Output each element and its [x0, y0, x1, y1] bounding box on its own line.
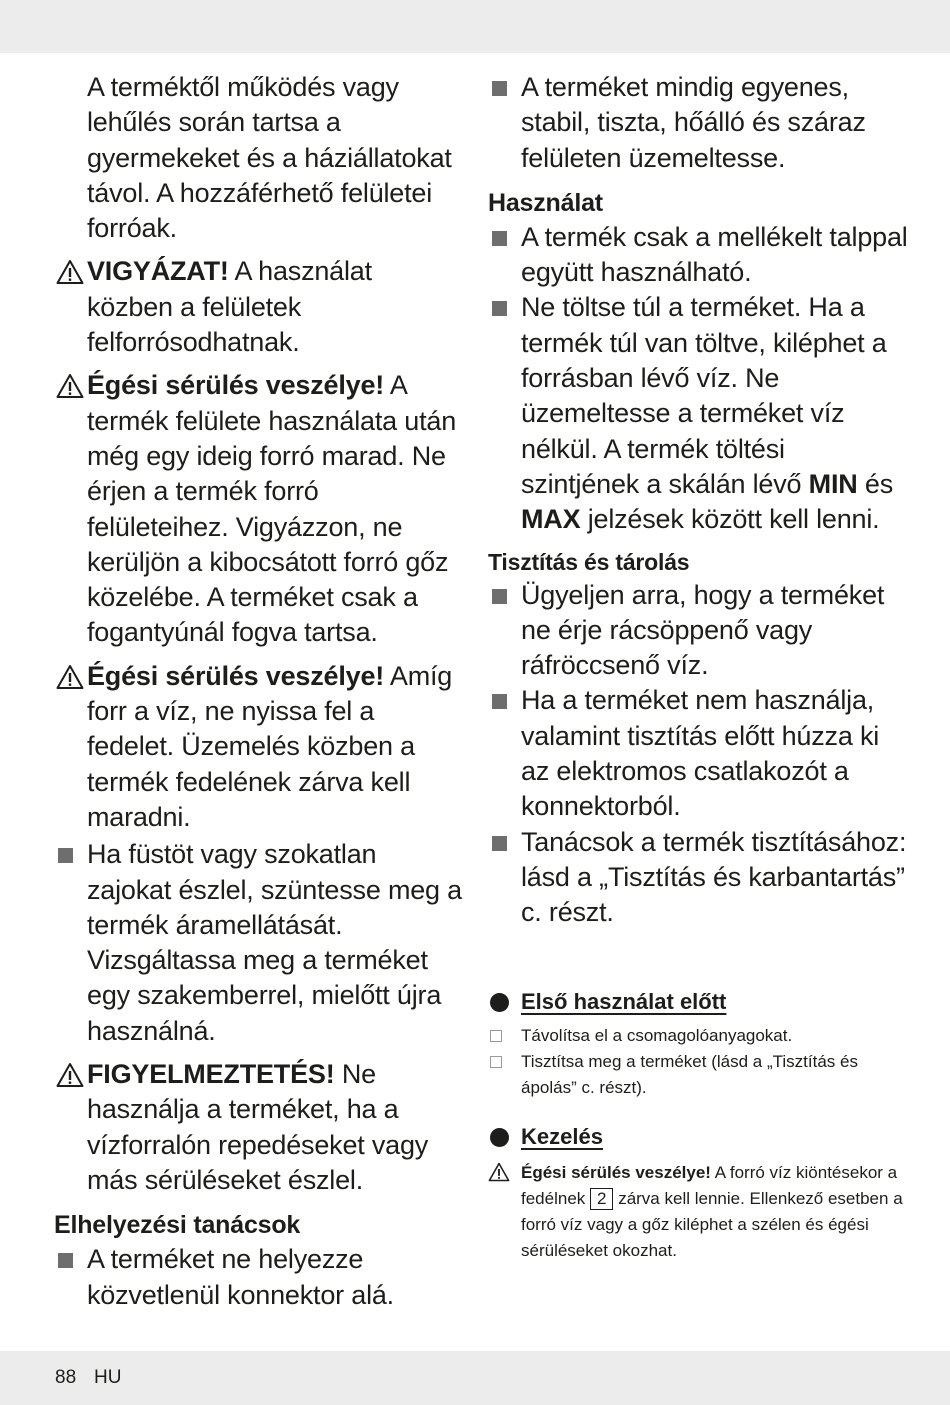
- square-bullet-icon: [492, 836, 507, 851]
- square-bullet-icon: [58, 1253, 73, 1268]
- section-heading-text: Kezelés: [521, 1124, 603, 1149]
- min-mark: MIN: [808, 468, 858, 499]
- bullet-clean-tips: [488, 825, 908, 931]
- list-item-text: Tisztítsa meg a terméket (lásd a „Tisztítás és ápolás” c. részt).: [521, 1052, 858, 1097]
- warning-triangle-icon: [56, 664, 84, 690]
- checkbox-icon: [490, 1030, 502, 1042]
- warning-text: A forró víz kiöntésekor a fedélnek: [521, 1163, 898, 1208]
- filled-circle-icon: [490, 1128, 509, 1147]
- page-number: 88: [55, 1367, 77, 1388]
- bullet-text: és: [857, 468, 893, 499]
- bullet-text: Ügyeljen arra, hogy a terméket ne érje rácsöppenő vagy ráfröccsenő víz.: [521, 579, 885, 681]
- operation-section: [488, 1122, 908, 1264]
- bullet-base: [488, 220, 908, 291]
- left-column: [54, 70, 464, 1313]
- filled-circle-icon: [490, 993, 509, 1012]
- square-bullet-icon: [492, 81, 507, 96]
- warning-burn-2: [54, 659, 464, 835]
- heading-cleaning: Tisztítás és tárolás: [488, 548, 690, 575]
- warning-cracks: [54, 1057, 464, 1198]
- warning-text: Ne használja a terméket, ha a vízforralón repedéseket vagy más sérüléseket észlel.: [87, 1059, 429, 1195]
- bullet-text: jelzések között kell lenni.: [580, 504, 880, 535]
- paragraph-children-pets: A terméktől működés vagy lehűlés során tartsa a gyermekeket és a háziállatokat távol. A hozzáférhető felületei forróak.: [87, 72, 452, 244]
- square-bullet-icon: [492, 589, 507, 604]
- bullet-placement: [54, 1242, 464, 1313]
- bullet-text: A terméket ne helyezze közvetlenül konnektor alá.: [87, 1244, 394, 1310]
- bullet-text: A terméket mindig egyenes, stabil, tiszta, hőálló és száraz felületen üzemeltesse.: [521, 72, 866, 173]
- square-bullet-icon: [58, 848, 73, 863]
- section-heading-operation: [488, 1122, 908, 1152]
- max-mark: MAX: [521, 504, 581, 535]
- warning-caution: [54, 254, 464, 360]
- warning-label: FIGYELMEZTETÉS!: [87, 1059, 335, 1090]
- warning-triangle-icon: [488, 1162, 510, 1182]
- operation-warning: [488, 1160, 908, 1264]
- bullet-text: Tanácsok a termék tisztításához: lásd a „Tisztítás és karbantartás” c. részt.: [521, 826, 907, 928]
- bullet-text: Ha a terméket nem használja, valamint tisztítás előtt húzza ki az elektromos csatlakozót a konnektorból.: [521, 685, 880, 822]
- bullet-fill-level: [488, 290, 908, 537]
- language-code: HU: [94, 1367, 122, 1388]
- bullet-surface: [488, 70, 908, 176]
- list-item-text: Távolítsa el a csomagolóanyagokat.: [521, 1026, 793, 1045]
- bullet-text: Ne töltse túl a terméket. Ha a termék túl van töltve, kiléphet a forrásban lévő víz. Ne üzemeltesse a terméket víz nélkül. A termék töltési szintjének a skálán lévő: [521, 292, 887, 499]
- warning-burn-1: [54, 368, 464, 650]
- right-column: [488, 70, 908, 931]
- list-item: [488, 1049, 908, 1101]
- footer-bar: [0, 1351, 950, 1405]
- bullet-text: Ha füstöt vagy szokatlan zajokat észlel, szüntesse meg a termék áramellátását. Vizsgáltassa meg a terméket egy szakemberrel, mielőtt újra használná.: [87, 839, 462, 1046]
- warning-label: Égési sérülés veszélye!: [87, 660, 385, 691]
- warning-label: VIGYÁZAT!: [87, 256, 229, 287]
- heading-usage: Használat: [488, 188, 603, 217]
- warning-label: Égési sérülés veszélye!: [87, 370, 385, 401]
- bullet-drip: [488, 578, 908, 684]
- first-use-section: [488, 987, 908, 1101]
- warning-text: Amíg forr a víz, ne nyissa fel a fedelet. Üzemelés közben a termék fedelének zárva kell maradni.: [87, 660, 453, 832]
- warning-text: A termék felülete használata után még egy ideig forró marad. Ne érjen a termék forró felületeihez. Vigyázzon, ne kerüljön a kibocsátott forró gőz közelébe. A terméket csak a fogantyúnál fogva tartsa.: [87, 370, 457, 648]
- warning-label: Égési sérülés veszélye!: [521, 1163, 711, 1182]
- warning-text: zárva kell lennie. Ellenkező esetben a forró víz vagy a gőz kiléphet a szélen és égési sérüléseket okozhat.: [521, 1189, 903, 1260]
- heading-placement: Elhelyezési tanácsok: [54, 1211, 301, 1240]
- bullet-smoke: [54, 837, 464, 1049]
- list-item: [488, 1023, 908, 1049]
- section-heading-text: Első használat előtt: [521, 989, 727, 1014]
- lid-part-number: 2: [590, 1188, 613, 1210]
- warning-triangle-icon: [56, 1062, 84, 1088]
- checkbox-icon: [490, 1056, 502, 1068]
- square-bullet-icon: [492, 231, 507, 246]
- bullet-unplug: [488, 683, 908, 824]
- section-heading-first-use: [488, 987, 908, 1017]
- square-bullet-icon: [492, 301, 507, 316]
- square-bullet-icon: [492, 694, 507, 709]
- warning-triangle-icon: [56, 373, 84, 399]
- top-bar: [0, 0, 950, 53]
- warning-triangle-icon: [56, 259, 84, 285]
- warning-text: A használat közben a felületek felforrósodhatnak.: [87, 256, 372, 358]
- bullet-text: A termék csak a mellékelt talppal együtt használható.: [521, 221, 908, 288]
- first-use-list: [488, 1023, 908, 1101]
